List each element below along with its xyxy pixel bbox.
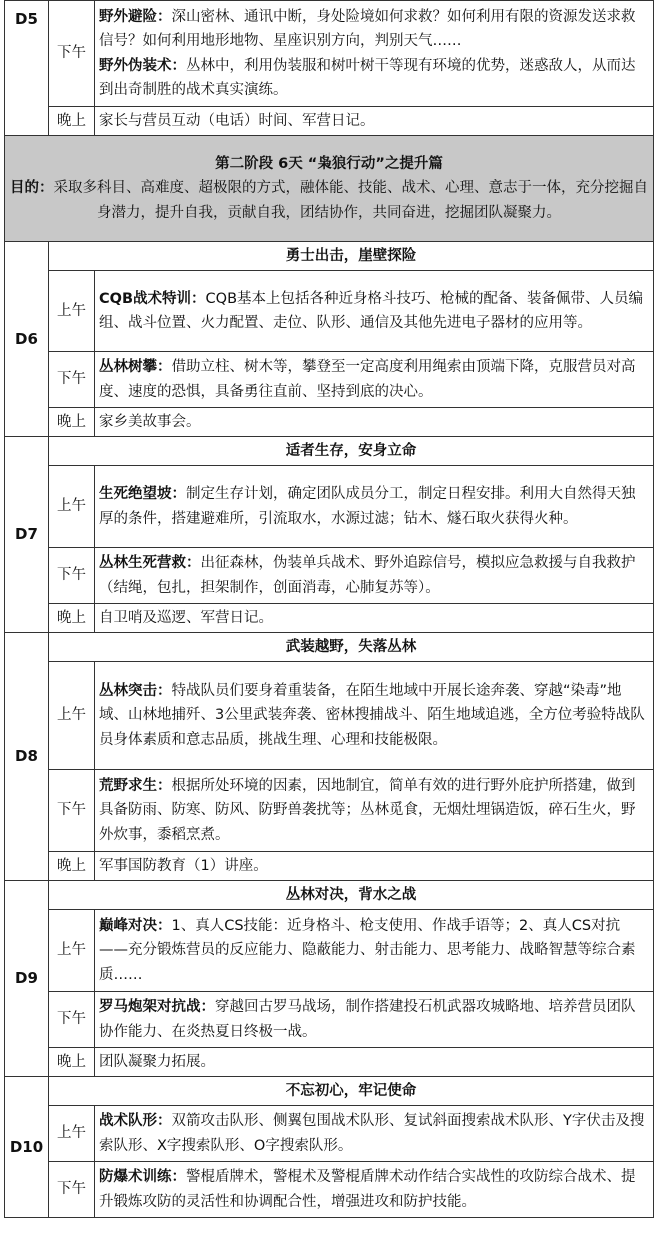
activity-content (95, 910, 654, 992)
activity-title: 防爆术训练： (99, 1169, 186, 1185)
activity-text: 警棍盾牌术，警棍术及警棍盾牌术动作结合实战性的攻防综合战术、提升锻炼攻防的灵活性和协调配合性，增强进攻和防护技能。 (99, 1169, 636, 1210)
theme-row (5, 633, 654, 662)
activity-text: 家长与营员互动（电话）时间、军营日记。 (95, 107, 654, 136)
schedule-table (4, 0, 654, 1218)
activity-title: 野外伪装术： (99, 57, 186, 74)
activity-row (5, 604, 654, 633)
activity-row (5, 662, 654, 770)
d5-evening-row (5, 107, 654, 136)
activity-title: 丛林生死营救： (99, 555, 201, 571)
activity-row (5, 1048, 654, 1077)
activity-content (95, 548, 654, 604)
stage-header-row (5, 136, 654, 242)
period-label: 晚上 (49, 852, 95, 881)
activity-title: 生死绝望坡： (99, 486, 186, 502)
activity-row (5, 1106, 654, 1162)
activity-content (95, 992, 654, 1048)
activity-content (95, 271, 654, 352)
period-label: 上午 (49, 662, 95, 770)
activity-title: 丛林突击： (99, 682, 172, 699)
activity-row (5, 910, 654, 992)
activity-text: 特战队员们要身着重装备，在陌生地域中开展长途奔袭、穿越“染毒”地域、山林地捕歼、3公里武装奔袭、密林搜捕战斗、陌生地域追逃，全方位考验特战队员身体素质和意志品质，挑战生理、心理和技能极限。 (99, 682, 645, 748)
period-label: 下午 (49, 548, 95, 604)
activity-content (95, 1, 654, 107)
activity-title: 野外避险： (99, 8, 172, 25)
activity-row (5, 852, 654, 881)
activity-title: CQB战术特训： (99, 290, 206, 307)
period-label: 下午 (49, 1162, 95, 1218)
activity-text: 双箭攻击队形、侧翼包围战术队形、复试斜面搜索战术队形、Y字伏击及搜索队形、X字搜索队形、O字搜索队形。 (99, 1113, 645, 1154)
activity-text: 制定生存计划，确定团队成员分工，制定日程安排。利用大自然得天独厚的条件，搭建避难所，引流取水，水源过滤；钻木、燧石取火获得火种。 (99, 486, 636, 527)
day-label-d8: D8 (5, 633, 49, 881)
theme-row (5, 881, 654, 910)
period-label: 上午 (49, 466, 95, 548)
activity-text: 团队凝聚力拓展。 (95, 1048, 654, 1077)
period-label: 下午 (49, 1, 95, 107)
activity-content (95, 770, 654, 852)
activity-title: 荒野求生： (99, 777, 172, 794)
activity-text: 穿越回古罗马战场，制作搭建投石机武器攻城略地、培养营员团队协作能力、在炎热夏日终极一战。 (99, 999, 636, 1040)
activity-row (5, 770, 654, 852)
activity-text: 军事国防教育（1）讲座。 (95, 852, 654, 881)
activity-text: 1、真人CS技能：近身格斗、枪支使用、作战手语等；2、真人CS对抗——充分锻炼营员的反应能力、隐蔽能力、射击能力、思考能力、战略智慧等综合素质…… (99, 917, 636, 983)
period-label: 晚上 (49, 604, 95, 633)
period-label: 上午 (49, 1106, 95, 1162)
activity-title: 丛林树攀： (99, 359, 172, 375)
stage-title: 第二阶段 6天 “枭狼行动”之提升篇 (215, 155, 443, 172)
period-label: 晚上 (49, 408, 95, 437)
day-theme: 丛林对决，背水之战 (49, 881, 654, 910)
activity-text: 出征森林，伪装单兵战术、野外追踪信号，模拟应急救援与自我救护（结绳，包扎，担架制作，创面消毒，心肺复苏等）。 (99, 555, 636, 596)
d5-afternoon-row (5, 1, 654, 107)
stage-goal-text: 采取多科目、高难度、超极限的方式，融体能、技能、战术、心理、意志于一体，充分挖掘自身潜力，提升自我，贡献自我，团结协作，共同奋进，挖掘团队凝聚力。 (53, 180, 648, 221)
day-label-d10: D10 (5, 1077, 49, 1218)
activity-title: 战术队形： (99, 1113, 172, 1129)
activity-text: CQB基本上包括各种近身格斗技巧、枪械的配备、装备佩带、人员编组、战斗位置、火力配置、走位、队形、通信及其他先进电子器材的应用等。 (99, 290, 644, 331)
activity-content (95, 466, 654, 548)
period-label: 下午 (49, 770, 95, 852)
activity-content (95, 1162, 654, 1218)
period-label: 下午 (49, 992, 95, 1048)
activity-text: 深山密林、通讯中断，身处险境如何求救？如何利用有限的资源发送求救信号？如何利用地形地物、星座识别方向，判别天气…… (99, 8, 636, 49)
activity-item (99, 5, 649, 54)
period-label: 晚上 (49, 1048, 95, 1077)
period-label: 上午 (49, 271, 95, 352)
activity-row (5, 1162, 654, 1218)
day-theme: 不忘初心，牢记使命 (49, 1077, 654, 1106)
activity-content (95, 662, 654, 770)
activity-text: 借助立柱、树木等，攀登至一定高度利用绳索由顶端下降，克服营员对高度、速度的恐惧，具备勇往直前、坚持到底的决心。 (99, 359, 636, 400)
period-label: 上午 (49, 910, 95, 992)
day-theme: 勇士出击，崖壁探险 (49, 242, 654, 271)
day-theme: 适者生存，安身立命 (49, 437, 654, 466)
activity-text: 自卫哨及巡逻、军营日记。 (95, 604, 654, 633)
activity-row (5, 992, 654, 1048)
period-label: 下午 (49, 352, 95, 408)
activity-row (5, 466, 654, 548)
theme-row (5, 437, 654, 466)
day-label-d9: D9 (5, 881, 49, 1077)
stage-goal (9, 176, 649, 225)
activity-content (95, 1106, 654, 1162)
activity-title: 罗马炮架对抗战： (99, 999, 215, 1015)
activity-text: 根据所处环境的因素，因地制宜，简单有效的进行野外庇护所搭建，做到具备防雨、防寒、防风、防野兽袭扰等；丛林觅食，无烟灶埋锅造饭，碎石生火，野外炊事，黍稻烹煮。 (99, 777, 636, 843)
activity-row (5, 408, 654, 437)
activity-row (5, 271, 654, 352)
activity-text: 家乡美故事会。 (95, 408, 654, 437)
activity-title: 巅峰对决： (99, 917, 172, 934)
stage-header (5, 136, 654, 242)
period-label: 晚上 (49, 107, 95, 136)
stage-goal-label: 目的： (10, 180, 54, 197)
activity-row (5, 548, 654, 604)
activity-text: 丛林中，利用伪装服和树叶树干等现有环境的优势，迷惑敌人，从而达到出奇制胜的战术真实演练。 (99, 57, 636, 98)
day-theme: 武装越野，失落丛林 (49, 633, 654, 662)
theme-row (5, 1077, 654, 1106)
activity-content (95, 352, 654, 408)
activity-row (5, 352, 654, 408)
day-label-d7: D7 (5, 437, 49, 633)
activity-item (99, 54, 649, 103)
theme-row (5, 242, 654, 271)
day-label-d5: D5 (5, 1, 49, 136)
day-label-d6: D6 (5, 242, 49, 437)
